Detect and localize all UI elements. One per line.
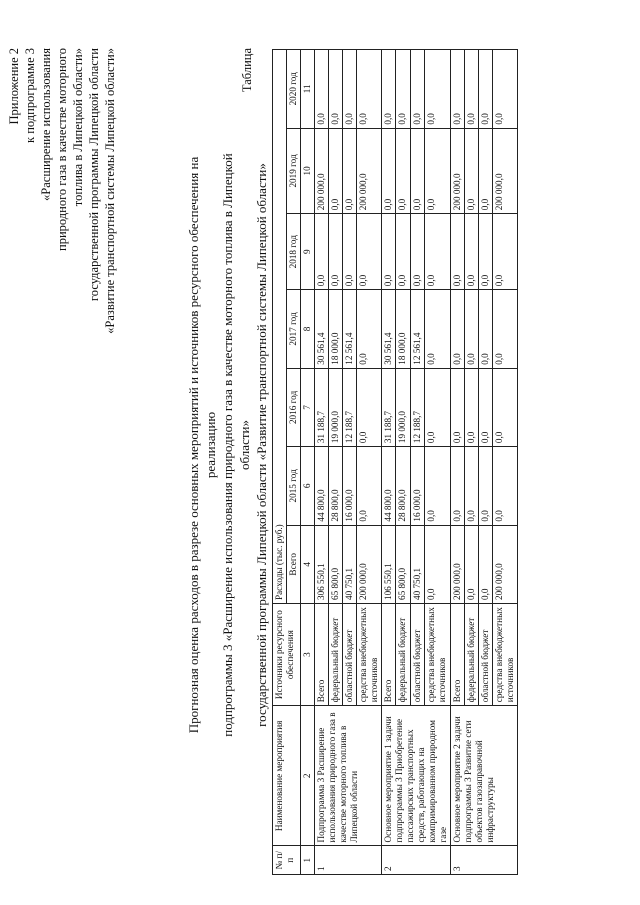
table-row [315, 50, 329, 875]
year-value-cell: 0,0 [479, 447, 493, 525]
funding-source: Всего [315, 604, 329, 706]
year-value-cell: 200 000,0 [451, 128, 465, 214]
year-value-cell: 0,0 [493, 214, 518, 290]
row-number: 1 [315, 846, 382, 875]
index-cell: 7 [301, 368, 315, 446]
table-row [451, 50, 465, 875]
year-value-cell: 0,0 [382, 128, 396, 214]
year-value-cell: 44 800,0 [315, 447, 329, 525]
funding-source: областной бюджет [343, 604, 357, 706]
year-value-cell: 12 561,4 [410, 290, 424, 368]
title-line: государственной программы Липецкой области «Развитие транспортной системы Липецкой области» [254, 163, 269, 727]
year-value-cell: 0,0 [465, 290, 479, 368]
year-value-cell: 0,0 [451, 290, 465, 368]
year-value-cell: 0,0 [315, 50, 329, 129]
funding-source: Всего [382, 604, 396, 706]
index-cell: 9 [301, 214, 315, 290]
index-cell: 11 [301, 50, 315, 129]
year-value-cell: 0,0 [357, 214, 382, 290]
appendix-line: Приложение 2 [7, 48, 21, 125]
year-value-cell: 0,0 [329, 214, 343, 290]
header-year: 2015 год [287, 447, 301, 525]
year-value-cell: 0,0 [465, 368, 479, 446]
table-label: Таблица [240, 48, 254, 93]
year-value-cell: 0,0 [357, 50, 382, 129]
appendix-line: к подпрограмме 3 [23, 48, 37, 143]
year-value-cell: 200 000,0 [493, 128, 518, 214]
total-value-cell: 0,0 [479, 525, 493, 603]
appendix-block [6, 48, 118, 334]
index-cell: 8 [301, 290, 315, 368]
appendix-line: природного газа в качестве моторного [55, 48, 69, 251]
appendix-line: государственной программы Липецкой области [87, 48, 101, 302]
year-value-cell: 16 000,0 [410, 447, 424, 525]
funding-source: средства внебюджетных источников [493, 604, 518, 706]
year-value-cell: 30 561,4 [315, 290, 329, 368]
measure-name: Основное мероприятие 2 задачи подпрограммы 3 Развитие сети объектов газозаправочной инфраструктуры [451, 706, 518, 846]
year-value-cell: 12 188,7 [343, 368, 357, 446]
header-year: 2019 год [287, 128, 301, 214]
funding-source: федеральный бюджет [465, 604, 479, 706]
year-value-cell: 0,0 [315, 214, 329, 290]
year-value-cell: 18 000,0 [329, 290, 343, 368]
year-value-cell: 0,0 [357, 368, 382, 446]
index-cell: 10 [301, 128, 315, 214]
year-value-cell: 0,0 [396, 214, 410, 290]
year-value-cell: 0,0 [343, 214, 357, 290]
year-value-cell: 0,0 [479, 368, 493, 446]
year-value-cell: 0,0 [382, 50, 396, 129]
year-value-cell: 28 800,0 [396, 447, 410, 525]
index-cell: 6 [301, 447, 315, 525]
year-value-cell: 12 188,7 [410, 368, 424, 446]
total-value-cell: 40 750,1 [343, 525, 357, 603]
header-total: Всего [287, 525, 301, 603]
header-source: Источники ресурсного обеспечения [273, 604, 301, 706]
year-value-cell: 0,0 [343, 128, 357, 214]
year-value-cell: 31 188,7 [315, 368, 329, 446]
funding-source: федеральный бюджет [396, 604, 410, 706]
index-cell: 4 [301, 525, 315, 603]
year-value-cell: 200 000,0 [357, 128, 382, 214]
year-value-cell: 0,0 [396, 128, 410, 214]
year-value-cell: 16 000,0 [343, 447, 357, 525]
year-value-cell: 0,0 [479, 50, 493, 129]
header-year: 2020 год [287, 50, 301, 129]
index-cell: 2 [301, 706, 315, 846]
year-value-cell: 19 000,0 [329, 368, 343, 446]
funding-source: Всего [451, 604, 465, 706]
year-value-cell: 44 800,0 [382, 447, 396, 525]
index-cell: 3 [301, 604, 315, 706]
year-value-cell: 0,0 [451, 214, 465, 290]
funding-source: средства внебюджетных источников [357, 604, 382, 706]
document-title [185, 135, 270, 755]
year-value-cell: 0,0 [465, 128, 479, 214]
table-row [382, 50, 396, 875]
title-line: подпрограммы 3 «Расширение использования природного газа в качестве моторного топлива в Липецкой области» [220, 153, 252, 737]
year-value-cell: 0,0 [425, 368, 451, 446]
measure-name: Подпрограмма 3 Расширение использования природного газа в качестве моторного топлива в Липецкой области [315, 706, 382, 846]
year-value-cell: 0,0 [465, 50, 479, 129]
year-value-cell: 0,0 [479, 214, 493, 290]
total-value-cell: 200 000,0 [451, 525, 465, 603]
year-value-cell: 0,0 [479, 290, 493, 368]
appendix-line: «Развитие транспортной системы Липецкой области» [103, 48, 117, 334]
measure-name: Основное мероприятие 1 задачи подпрограммы 3 Приобретение пассажирских транспортных средств, работающих на компримированном природном газе [382, 706, 451, 846]
header-year: 2017 год [287, 290, 301, 368]
title-line: Прогнозная оценка расходов в разрезе основных мероприятий и источников ресурсного обеспечения на реализацию [186, 156, 218, 734]
header-year: 2018 год [287, 214, 301, 290]
total-value-cell: 200 000,0 [357, 525, 382, 603]
year-value-cell: 0,0 [451, 50, 465, 129]
year-value-cell: 0,0 [410, 50, 424, 129]
year-value-cell: 0,0 [410, 128, 424, 214]
year-value-cell: 0,0 [343, 50, 357, 129]
row-number: 3 [451, 846, 518, 875]
year-value-cell: 0,0 [329, 50, 343, 129]
year-value-cell: 0,0 [425, 128, 451, 214]
year-value-cell: 0,0 [425, 214, 451, 290]
year-value-cell: 0,0 [493, 447, 518, 525]
year-value-cell: 0,0 [329, 128, 343, 214]
total-value-cell: 200 000,0 [493, 525, 518, 603]
appendix-line: «Расширение использования [39, 48, 53, 201]
year-value-cell: 28 800,0 [329, 447, 343, 525]
year-value-cell: 0,0 [425, 290, 451, 368]
funding-source: областной бюджет [410, 604, 424, 706]
header-name: Наименование мероприятия [273, 706, 301, 846]
table-body [315, 50, 518, 875]
year-value-cell: 31 188,7 [382, 368, 396, 446]
index-cell: 1 [301, 846, 315, 875]
year-value-cell: 0,0 [451, 368, 465, 446]
year-value-cell: 0,0 [465, 214, 479, 290]
year-value-cell: 12 561,4 [343, 290, 357, 368]
total-value-cell: 0,0 [425, 525, 451, 603]
year-value-cell: 18 000,0 [396, 290, 410, 368]
year-value-cell: 0,0 [451, 447, 465, 525]
year-value-cell: 0,0 [357, 447, 382, 525]
year-value-cell: 0,0 [493, 368, 518, 446]
year-value-cell: 0,0 [465, 447, 479, 525]
year-value-cell: 0,0 [425, 50, 451, 129]
header-expenses: Расходы (тыс. руб.) [273, 50, 287, 604]
total-value-cell: 40 750,1 [410, 525, 424, 603]
year-value-cell: 0,0 [493, 50, 518, 129]
funding-source: федеральный бюджет [329, 604, 343, 706]
total-value-cell: 65 800,0 [396, 525, 410, 603]
index-row [301, 50, 315, 875]
header-num: № п/п [273, 846, 301, 875]
total-value-cell: 65 800,0 [329, 525, 343, 603]
total-value-cell: 306 550,1 [315, 525, 329, 603]
year-value-cell: 19 000,0 [396, 368, 410, 446]
year-value-cell: 30 561,4 [382, 290, 396, 368]
year-value-cell: 0,0 [396, 50, 410, 129]
total-value-cell: 106 550,1 [382, 525, 396, 603]
total-value-cell: 0,0 [465, 525, 479, 603]
year-value-cell: 0,0 [357, 290, 382, 368]
funding-source: средства внебюджетных источников [425, 604, 451, 706]
header-year: 2016 год [287, 368, 301, 446]
row-number: 2 [382, 846, 451, 875]
year-value-cell: 0,0 [410, 214, 424, 290]
year-value-cell: 200 000,0 [315, 128, 329, 214]
year-value-cell: 0,0 [425, 447, 451, 525]
funding-source: областной бюджет [479, 604, 493, 706]
expenses-table [272, 49, 518, 875]
appendix-line: топлива в Липецкой области» [71, 48, 85, 207]
year-value-cell: 0,0 [479, 128, 493, 214]
year-value-cell: 0,0 [493, 290, 518, 368]
year-value-cell: 0,0 [382, 214, 396, 290]
